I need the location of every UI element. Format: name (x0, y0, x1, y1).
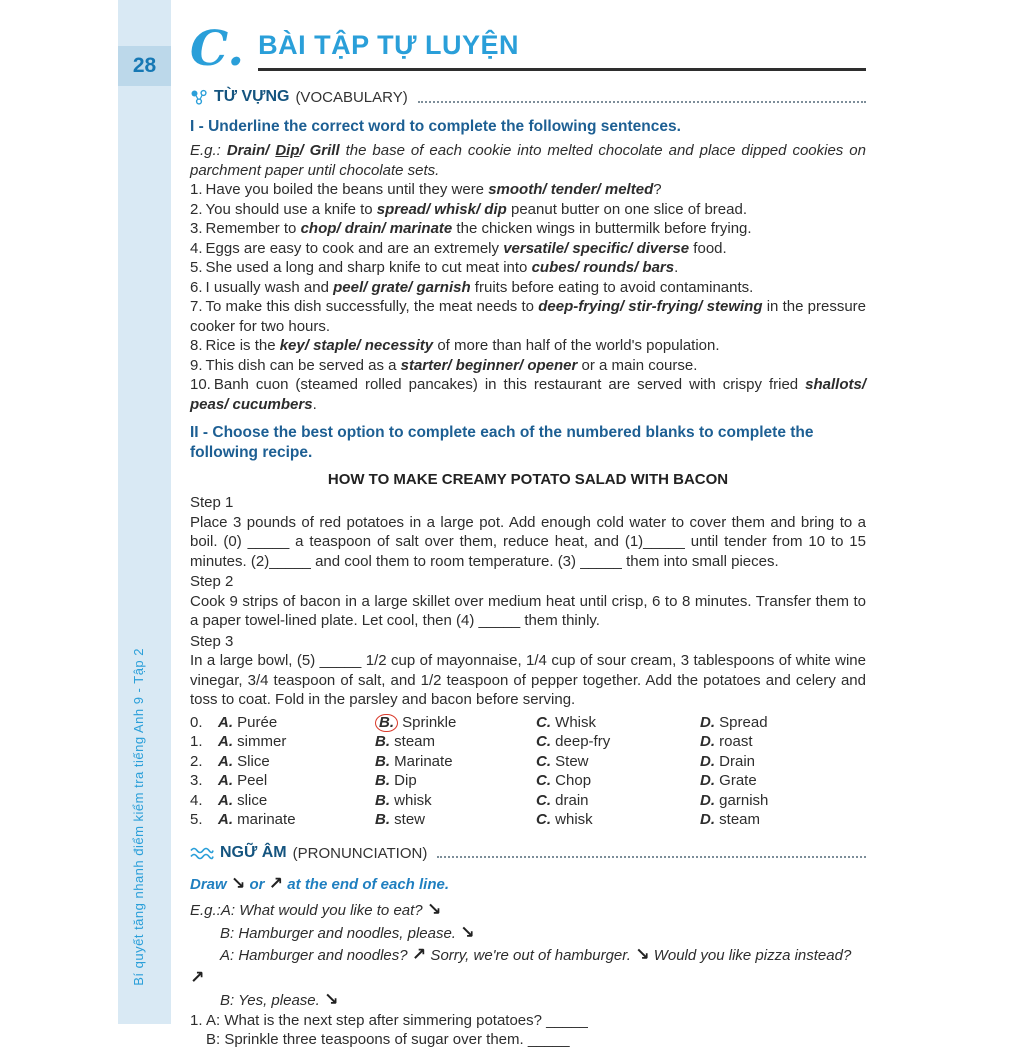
option-b: B. stew (375, 811, 426, 829)
item-text: Have you boiled the beans until they were smooth/ tender/ melted? (205, 181, 662, 199)
options-table (190, 713, 866, 830)
dialogue-line-5 (190, 1011, 866, 1031)
dialogue-text: B: Sprinkle three teaspoons of sugar over them. _____ (206, 1031, 570, 1049)
options-row-5 (190, 810, 866, 830)
step-3-label: Step 3 (190, 632, 234, 650)
option-d: D. garnish (700, 791, 769, 809)
step-1-text: Place 3 pounds of red potatoes in a large pot. Add enough cold water to cover them and bring to a boil. (0) _____ a teaspoon of salt over them, reduce heat, and (1)_____ until tender from 10 to 15 minutes. (2)_____ and cool them to room temperature. (3) _____ them into small pieces. (190, 513, 866, 570)
item-text: Eggs are easy to cook and are an extremely versatile/ specific/ diverse food. (205, 239, 727, 257)
page-title: BÀI TẬP TỰ LUYỆN (258, 30, 519, 60)
option-a: A. Peel (218, 772, 268, 790)
vocab-section-title: TỪ VỰNG (214, 88, 290, 106)
option-c: C. drain (536, 791, 589, 809)
option-d: D. Spread (700, 713, 768, 731)
option-number: 4. (190, 791, 203, 809)
item-number: 8. (190, 337, 203, 355)
title-rule (258, 68, 866, 71)
dialogue-prefix: E.g.: (190, 902, 221, 920)
item-number: 9. (190, 356, 203, 374)
dotted-rule (437, 856, 866, 858)
option-a: A. Purée (218, 713, 278, 731)
option-number: 1. (190, 733, 203, 751)
vocab-item-10 (190, 375, 866, 414)
option-c: C. deep-fry (536, 733, 611, 751)
dialogue-text: B: Hamburger and noodles, please. ↘ (220, 921, 475, 942)
vocab-item-3 (190, 219, 866, 239)
vocab-item-4 (190, 239, 866, 259)
item-text: You should use a knife to spread/ whisk/ dip peanut butter on one slice of bread. (205, 200, 747, 218)
page-content (190, 21, 866, 1050)
item-number: 2. (190, 200, 203, 218)
exercise-2-heading: II - Choose the best option to complete each of the numbered blanks to complete the following recipe. (190, 424, 814, 462)
option-b: B. Sprinkle (375, 713, 536, 733)
option-number: 2. (190, 752, 203, 770)
vocabulary-icon (190, 89, 208, 106)
pronunciation-section-header (190, 843, 866, 864)
item-text: This dish can be served as a starter/ beginner/ opener or a main course. (205, 356, 698, 374)
option-d: D. roast (700, 733, 753, 751)
exercise-1-heading: I - Underline the correct word to complete the following sentences. (190, 118, 681, 136)
vocab-item-5 (190, 258, 866, 278)
option-b: B. whisk (375, 791, 432, 809)
item-text: Banh cuon (steamed rolled pancakes) in this restaurant are served with crispy fried shallots/ peas/ cucumbers. (190, 376, 866, 413)
option-c: C. Chop (536, 772, 592, 790)
options-row-4 (190, 791, 866, 811)
dialogue-text: A: What would you like to eat? ↘ (220, 899, 442, 920)
option-d: D. Drain (700, 752, 756, 770)
dialogue-prefix: 1. (190, 1011, 203, 1029)
option-a: A. slice (218, 791, 268, 809)
item-number: 6. (190, 278, 203, 296)
dotted-rule (418, 101, 866, 103)
option-number: 5. (190, 811, 203, 829)
pronunciation-section-title: NGỮ ÂM (220, 843, 287, 861)
dialogue-line-3 (190, 943, 866, 988)
option-c: C. Whisk (536, 713, 597, 731)
vocab-item-8 (190, 336, 866, 356)
vocab-section-subtitle: (VOCABULARY) (295, 89, 408, 107)
page-number-badge (118, 46, 171, 86)
option-b: B. steam (375, 733, 436, 751)
option-a: A. simmer (218, 733, 287, 751)
vocab-item-7 (190, 297, 866, 336)
item-text: She used a long and sharp knife to cut meat into cubes/ rounds/ bars. (205, 259, 679, 277)
item-number: 1. (190, 181, 203, 199)
item-number: 3. (190, 220, 203, 238)
vocab-item-9 (190, 356, 866, 376)
options-row-2 (190, 752, 866, 772)
options-row-1 (190, 732, 866, 752)
title-block (258, 24, 866, 71)
page-header (190, 21, 866, 77)
page-number: 28 (132, 54, 157, 78)
recipe-title: HOW TO MAKE CREAMY POTATO SALAD WITH BACON (327, 470, 729, 488)
vocab-item-2 (190, 200, 866, 220)
draw-instruction: Draw ↘ or ↗ at the end of each line. (190, 872, 450, 893)
vocab-item-6 (190, 278, 866, 298)
option-a: A. Slice (218, 752, 270, 770)
option-a: A. marinate (218, 811, 296, 829)
item-text: To make this dish successfully, the meat needs to deep-frying/ stir-frying/ stewing in the pressure cooker for two hours. (190, 298, 866, 335)
section-letter: C. (190, 21, 245, 77)
option-b: B. Dip (375, 772, 417, 790)
pronunciation-icon (190, 846, 214, 861)
dialogue-text: B: Yes, please. ↘ (220, 989, 339, 1010)
option-c: C. whisk (536, 811, 593, 829)
step-2-text: Cook 9 strips of bacon in a large skillet over medium heat until crisp, 6 to 8 minutes. Transfer them to a paper towel-lined plate. Let cool, then (4) _____ them thinly. (190, 592, 866, 630)
dialogue-line-1 (190, 898, 866, 921)
vocab-item-1 (190, 180, 866, 200)
exercise-1-example: E.g.: Drain/ Dip/ Grill the base of each cookie into melted chocolate and place dipped cookies on parchment paper until chocolate sets. (190, 142, 866, 179)
dialogue-line-4 (190, 988, 866, 1011)
item-text: I usually wash and peel/ grate/ garnish fruits before eating to avoid contaminants. (205, 278, 754, 296)
book-title-vertical: Bí quyết tăng nhanh điểm kiểm tra tiếng Anh 9 - Tập 2 (131, 648, 146, 986)
item-text: Remember to chop/ drain/ marinate the chicken wings in buttermilk before frying. (205, 220, 752, 238)
options-row-3 (190, 771, 866, 791)
item-number: 4. (190, 239, 203, 257)
option-number: 0. (190, 713, 203, 731)
option-c: C. Stew (536, 752, 589, 770)
pronunciation-section-subtitle: (PRONUNCIATION) (292, 844, 428, 862)
dialogue-line-2 (190, 921, 866, 944)
vocab-section-header (190, 87, 866, 108)
dialogue-text: A: What is the next step after simmering potatoes? _____ (206, 1011, 588, 1029)
step-3-text: In a large bowl, (5) _____ 1/2 cup of mayonnaise, 1/4 cup of sour cream, 3 tablespoons of white wine vinegar, 3/4 teaspoon of salt, and 1/2 teaspoon of pepper together. Add the potatoes and celery and toss to coat. Fold in the parsley and bacon before serving. (190, 652, 866, 709)
dialogue-line-6 (190, 1030, 866, 1050)
step-1-label: Step 1 (190, 494, 234, 512)
option-d: D. Grate (700, 772, 757, 790)
dialogue-text: A: Hamburger and noodles? ↗ Sorry, we're out of hamburger. ↘ Would you like pizza instead? ↗ (190, 944, 852, 987)
option-b: B. Marinate (375, 752, 453, 770)
item-number: 5. (190, 259, 203, 277)
item-number: 10. (190, 376, 211, 394)
item-text: Rice is the key/ staple/ necessity of more than half of the world's population. (205, 337, 720, 355)
step-2-label: Step 2 (190, 573, 234, 591)
options-row-0 (190, 713, 866, 733)
item-number: 7. (190, 298, 203, 316)
option-d: D. steam (700, 811, 761, 829)
option-number: 3. (190, 772, 203, 790)
